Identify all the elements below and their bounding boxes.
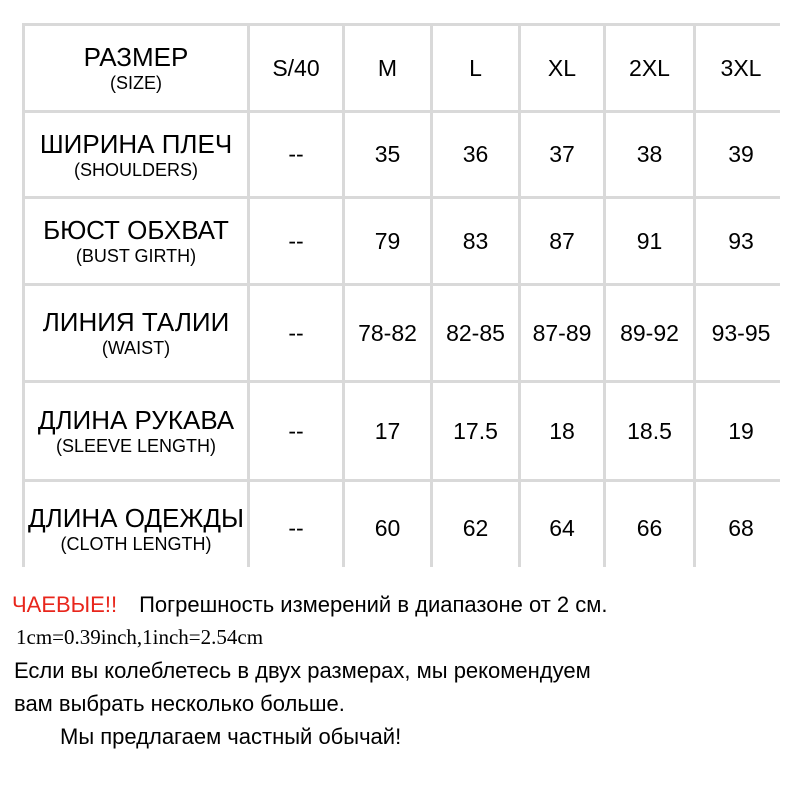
- size-label: XL: [521, 26, 603, 110]
- value-cell: 87-89: [521, 286, 603, 380]
- value-cell: --: [250, 113, 342, 196]
- value-cell: 64: [521, 482, 603, 575]
- row-title: ДЛИНА РУКАВА: [37, 405, 235, 435]
- value-cell: --: [250, 482, 342, 575]
- row-subtitle: (SLEEVE LENGTH): [55, 436, 217, 456]
- size-label: S/40: [250, 26, 342, 110]
- row-label-cell: [25, 199, 247, 283]
- row-label-cell: [25, 113, 247, 196]
- value-cell: 18: [521, 383, 603, 479]
- row-label-cell: [25, 482, 247, 575]
- value-cell: 18.5: [606, 383, 693, 479]
- custom-order-text: Мы предлагаем частный обычай!: [60, 724, 402, 749]
- value-cell: --: [250, 383, 342, 479]
- value-cell: --: [250, 199, 342, 283]
- value-cell: 17: [345, 383, 430, 479]
- table-row: [25, 482, 786, 575]
- size-label: 3XL: [696, 26, 786, 110]
- row-subtitle: (BUST GIRTH): [75, 246, 197, 266]
- table-row: [25, 286, 786, 380]
- value-cell: --: [250, 286, 342, 380]
- table-row: [25, 199, 786, 283]
- value-cell: 38: [606, 113, 693, 196]
- value-cell: 83: [433, 199, 518, 283]
- size-header-subtitle: (SIZE): [110, 73, 162, 93]
- value-cell: 35: [345, 113, 430, 196]
- value-cell: 89-92: [606, 286, 693, 380]
- value-cell: 82-85: [433, 286, 518, 380]
- value-cell: 91: [606, 199, 693, 283]
- value-cell: 93-95: [696, 286, 786, 380]
- size-header-cell: [25, 26, 247, 110]
- row-label-cell: [25, 286, 247, 380]
- value-cell: 19: [696, 383, 786, 479]
- value-cell: 17.5: [433, 383, 518, 479]
- size-label: L: [433, 26, 518, 110]
- size-header-title: РАЗМЕР: [83, 42, 189, 72]
- value-cell: 79: [345, 199, 430, 283]
- row-title: ЛИНИЯ ТАЛИИ: [42, 307, 230, 337]
- row-subtitle: (SHOULDERS): [73, 159, 198, 180]
- value-cell: 66: [606, 482, 693, 575]
- advice-line-2: вам выбрать несколько больше.: [14, 691, 345, 716]
- warning-label: ЧАЕВЫЕ!!: [12, 592, 118, 617]
- value-cell: 37: [521, 113, 603, 196]
- value-cell: 93: [696, 199, 786, 283]
- value-cell: 87: [521, 199, 603, 283]
- advice-line-1: Если вы колеблетесь в двух размерах, мы рекомендуем: [14, 658, 591, 683]
- row-label-cell: [25, 383, 247, 479]
- size-label: M: [345, 26, 430, 110]
- value-cell: 68: [696, 482, 786, 575]
- row-title: ДЛИНА ОДЕЖДЫ: [28, 502, 244, 533]
- table-row: [25, 383, 786, 479]
- row-title: ШИРИНА ПЛЕЧ: [39, 128, 233, 159]
- size-chart: [22, 23, 780, 567]
- value-cell: 36: [433, 113, 518, 196]
- size-label: 2XL: [606, 26, 693, 110]
- note-tolerance-line: [12, 588, 792, 621]
- row-subtitle: (CLOTH LENGTH): [60, 533, 212, 554]
- value-cell: 39: [696, 113, 786, 196]
- tolerance-text: Погрешность измерений в диапазоне от 2 см.: [139, 592, 608, 617]
- conversion-text: 1cm=0.39inch,1inch=2.54cm: [16, 625, 264, 649]
- value-cell: 60: [345, 482, 430, 575]
- row-title: БЮСТ ОБХВАТ: [43, 215, 229, 245]
- notes: [12, 588, 792, 753]
- size-table: [22, 23, 789, 578]
- table-row: [25, 113, 786, 196]
- value-cell: 62: [433, 482, 518, 575]
- value-cell: 78-82: [345, 286, 430, 380]
- header-row: [25, 26, 786, 110]
- row-subtitle: (WAIST): [101, 338, 171, 358]
